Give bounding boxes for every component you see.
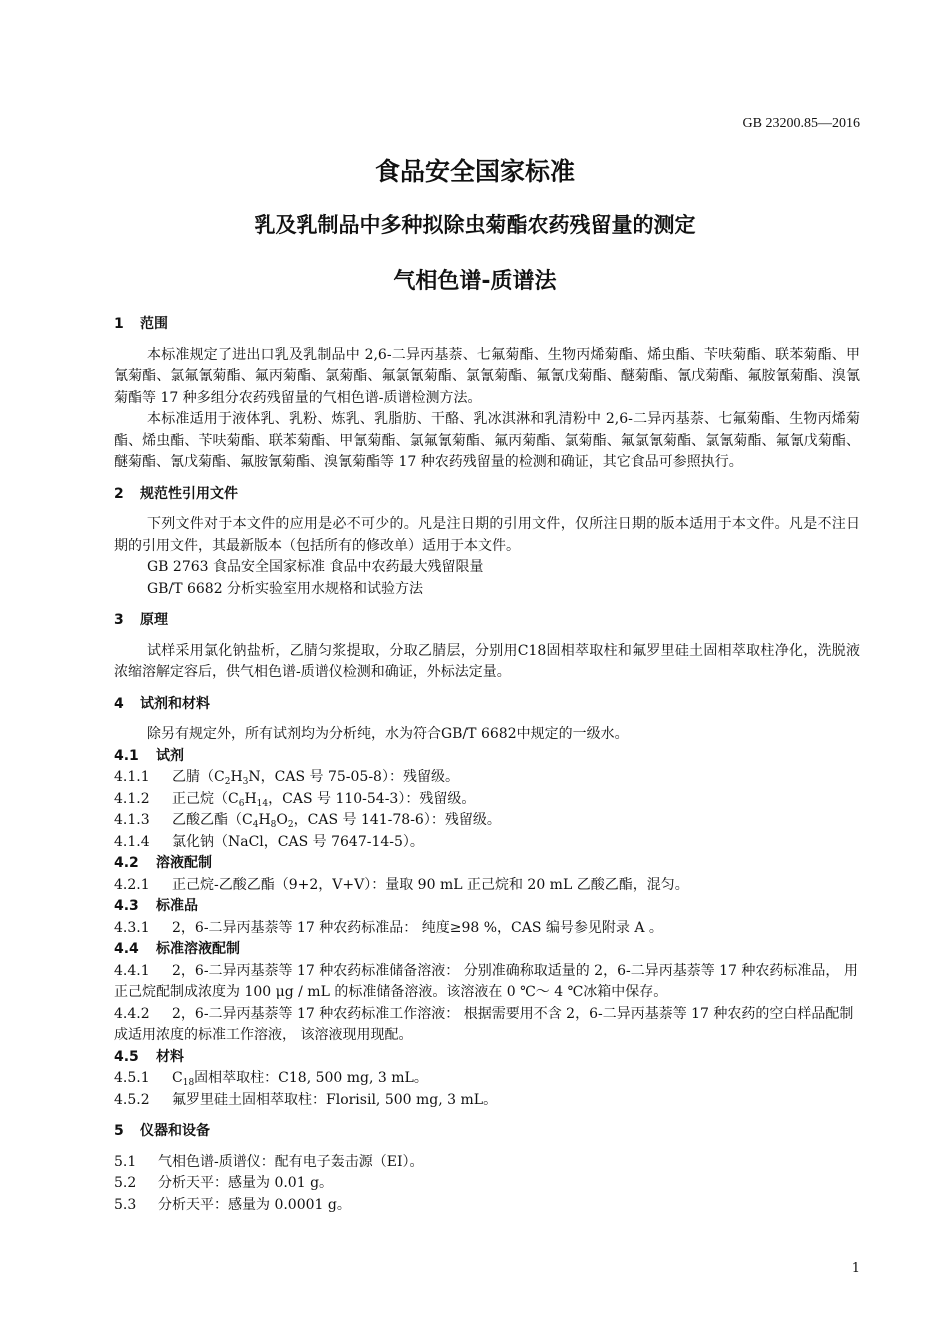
list-item: 4.4.1 2，6-二异丙基萘等 17 种农药标准储备溶液： 分别准确称取适量的 2，6-二异丙基萘等 17 种农药标准品， 用正己烷配制成浓度为 100 μg / mL 的标准储备溶液。该溶液在 0 ℃～ 4 ℃冰箱中保存。 bbox=[114, 962, 858, 1000]
document-subtitle: 乳及乳制品中多种拟除虫菊酯农药残留量的测定 bbox=[254, 213, 696, 237]
page-number: 1 bbox=[851, 1261, 860, 1276]
list-item: 4.1.4 氯化钠（NaCl，CAS 号 7647-14-5）。 bbox=[114, 833, 424, 850]
section-heading-principle: 3 原理 bbox=[114, 612, 168, 628]
document-body bbox=[114, 314, 860, 1216]
subsection-heading: 4.1 试剂 bbox=[114, 747, 184, 764]
list-item: 4.3.1 2，6-二异丙基萘等 17 种农药标准品： 纯度≥98 %，CAS 编号参见附录 A 。 bbox=[114, 919, 663, 936]
list-item: 4.1.2 正己烷（$C_6H_{14}$，CAS 号 110-54-3）：残留级。 bbox=[114, 790, 476, 809]
paragraph: 本标准规定了进出口乳及乳制品中 2,6-二异丙基萘、七氟菊酯、生物丙烯菊酯、烯虫酯、苄呋菊酯、联苯菊酯、甲氰菊酯、氯氟氰菊酯、氟丙菊酯、氯菊酯、氟氯氰菊酯、氯氰菊酯、氟氰戊菊酯、醚菊酯、氰戊菊酯、氟胺氰菊酯、溴氰菊酯等 17 种多组分农药残留量的气相色谱-质谱检测方法。 bbox=[114, 346, 860, 406]
subsection-heading: 4.3 标准品 bbox=[114, 898, 198, 914]
standard-code: GB 23200.85—2016 bbox=[742, 116, 860, 131]
page-title: 食品安全国家标准 bbox=[374, 157, 575, 186]
subsection-heading: 4.4 标准溶液配制 bbox=[114, 941, 240, 957]
reference-item: GB 2763 食品安全国家标准 食品中农药最大残留限量 bbox=[147, 559, 484, 575]
subsection-heading: 4.2 溶液配制 bbox=[114, 855, 212, 871]
section-heading-scope: 1 范围 bbox=[114, 316, 168, 332]
list-item: 4.5.2 氟罗里硅土固相萃取柱：Florisil, 500 mg, 3 mL。 bbox=[114, 1091, 498, 1108]
list-item: 5.2 分析天平：感量为 0.01 g。 bbox=[114, 1175, 334, 1191]
list-item: 4.2.1 正己烷-乙酸乙酯（9+2，V+V）：量取 90 mL 正己烷和 20 mL 乙酸乙酯，混匀。 bbox=[114, 876, 689, 893]
subsection-heading: 4.5 材料 bbox=[114, 1048, 184, 1065]
list-item: 4.1.3 乙酸乙酯（$C_4H_8O_2$，CAS 号 141-78-6）：残留级。 bbox=[114, 812, 501, 830]
list-item: 4.5.1 $C_{18}$固相萃取柱：C18, 500 mg, 3 mL。 bbox=[114, 1070, 428, 1088]
method-subtitle: 气相色谱-质谱法 bbox=[393, 269, 557, 294]
paragraph: 除另有规定外，所有试剂均为分析纯，水为符合GB/T 6682中规定的一级水。 bbox=[147, 726, 629, 742]
list-item: 4.4.2 2，6-二异丙基萘等 17 种农药标准工作溶液： 根据需要用不含 2，6-二异丙基萘等 17 种农药的空白样品配制成适用浓度的标准工作溶液， 该溶液现用现配。 bbox=[114, 1005, 854, 1043]
list-item: 5.1 气相色谱-质谱仪：配有电子轰击源（EI）。 bbox=[114, 1153, 424, 1170]
list-item: 5.3 分析天平：感量为 0.0001 g。 bbox=[114, 1196, 351, 1213]
paragraph: 下列文件对于本文件的应用是必不可少的。凡是注日期的引用文件，仅所注日期的版本适用于本文件。凡是不注日期的引用文件，其最新版本（包括所有的修改单）适用于本文件。 bbox=[114, 516, 860, 554]
paragraph: 试样采用氯化钠盐析，乙腈匀浆提取，分取乙腈层，分别用C18固相萃取柱和氟罗里硅土固相萃取柱净化，洗脱液浓缩溶解定容后，供气相色谱-质谱仪检测和确证，外标法定量。 bbox=[114, 642, 860, 680]
paragraph: 本标准适用于液体乳、乳粉、炼乳、乳脂肪、干酪、乳冰淇淋和乳清粉中 2,6-二异丙基萘、七氟菊酯、生物丙烯菊酯、烯虫酯、苄呋菊酯、联苯菊酯、甲氰菊酯、氯氟氰菊酯、氟丙菊酯、氯菊酯、氟氯氰菊酯、氯氰菊酯、氟氰戊菊酯、醚菊酯、氰戊菊酯、氟胺氰菊酯、溴氰菊酯等 17 种农药残留量的检测和确证，其它食品可参照执行。 bbox=[114, 411, 860, 470]
section-heading-reagents: 4 试剂和材料 bbox=[114, 695, 210, 712]
section-heading-instruments: 5 仪器和设备 bbox=[114, 1123, 210, 1139]
list-item: 4.1.1 乙腈（$C_2H_3N$，CAS 号 75-05-8）：残留级。 bbox=[114, 769, 459, 787]
section-heading-normative-references: 2 规范性引用文件 bbox=[114, 485, 238, 502]
reference-item: GB/T 6682 分析实验室用水规格和试验方法 bbox=[147, 580, 424, 597]
